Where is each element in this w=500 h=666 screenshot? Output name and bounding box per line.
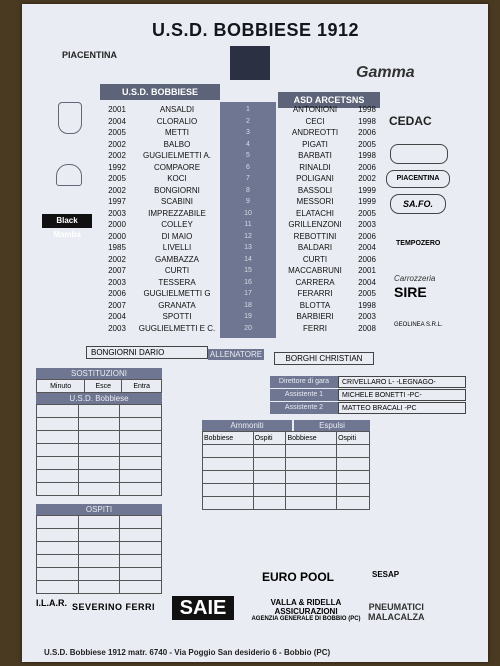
away-player-name: ANDREOTTI (291, 128, 339, 137)
home-player-name: GAMBAZZA (154, 254, 199, 264)
crown-icon (56, 164, 82, 186)
home-player-year: 2003 (108, 277, 126, 287)
shirt-number: 20 (244, 324, 252, 332)
away-player-name: BARBIERI (296, 312, 334, 321)
empty-cell[interactable] (37, 418, 79, 431)
carrozzeria-label: Carrozzeria (394, 274, 436, 283)
away-player-name: BARBATI (298, 151, 332, 160)
empty-cell[interactable] (120, 431, 162, 444)
red-home-header: Bobbiese (286, 432, 337, 445)
col-esce: Esce (85, 380, 122, 393)
shirt-number: 19 (244, 313, 252, 320)
empty-cell[interactable] (286, 458, 337, 471)
empty-cell[interactable] (37, 431, 79, 444)
shirt-number: 15 (244, 267, 252, 274)
home-player-name: LIVELLI (162, 243, 192, 252)
away-player-year: 2006 (358, 254, 376, 264)
empty-cell[interactable] (120, 418, 162, 431)
away-player-year: 2003 (358, 312, 376, 321)
substitutions-block (36, 368, 162, 594)
away-player-year: 2008 (358, 323, 376, 333)
cards-table (202, 431, 370, 510)
away-player-name: MACCABRUNI (288, 266, 342, 275)
empty-cell[interactable] (37, 444, 79, 457)
home-player-year: 2007 (108, 300, 126, 310)
empty-cell[interactable] (253, 471, 286, 484)
table-row (37, 581, 162, 594)
valla-assicurazioni: ASSICURAZIONI (274, 607, 338, 616)
empty-cell[interactable] (253, 445, 286, 458)
home-player-name: DI MAIO (161, 231, 193, 241)
shirt-number: 1 (246, 106, 250, 113)
away-player-year: 2005 (358, 208, 376, 218)
home-player-name: BONGIORNI (154, 185, 200, 195)
empty-cell[interactable] (78, 568, 120, 581)
table-row (203, 497, 370, 510)
home-player-year: 1997 (108, 197, 126, 206)
shirt-number: 17 (244, 290, 252, 297)
cedac-logo: CEDAC (389, 114, 432, 128)
home-player-year: 2002 (108, 254, 126, 264)
home-player-year: 2003 (108, 323, 126, 333)
table-row (37, 444, 162, 457)
empty-cell[interactable] (337, 497, 370, 510)
home-player-name: TESSERA (158, 277, 196, 287)
page-title: U.S.D. BOBBIESE 1912 (152, 20, 360, 40)
empty-cell[interactable] (203, 445, 254, 458)
home-player-year: 2005 (108, 128, 126, 137)
home-player-name: GUGLIELMETTI G (143, 289, 211, 298)
red-away-header: Ospiti (337, 432, 370, 445)
table-row (37, 555, 162, 568)
empty-cell[interactable] (78, 581, 120, 594)
severino-logo: SEVERINO FERRI (72, 602, 156, 612)
officials-block (270, 376, 466, 414)
home-player-year: 2000 (108, 231, 126, 241)
table-row (203, 484, 370, 497)
empty-cell[interactable] (37, 516, 79, 529)
away-player-name: FERARRI (297, 289, 333, 298)
empty-cell[interactable] (253, 484, 286, 497)
valla-name: VALLA & RIDELLA (270, 598, 342, 607)
substitutions-title: SOSTITUZIONI (36, 368, 162, 379)
shirt-number: 9 (246, 198, 250, 205)
pneumatici-label: PNEUMATICI (368, 602, 424, 612)
away-player-year: 1999 (358, 197, 376, 206)
home-player-name: CURTI (164, 266, 190, 275)
away-player-year: 2006 (358, 128, 376, 137)
empty-cell[interactable] (37, 542, 79, 555)
home-player-year: 2005 (108, 174, 126, 183)
empty-cell[interactable] (203, 458, 254, 471)
away-player-year: 2006 (358, 231, 376, 241)
home-player-name: IMPREZZABILE (148, 208, 206, 218)
empty-cell[interactable] (120, 457, 162, 470)
subs-header (36, 379, 162, 393)
geolinea-logo: GEOLINEA S.R.L. (394, 322, 443, 328)
empty-cell[interactable] (253, 497, 286, 510)
away-coach: BORGHI CHRISTIAN (274, 352, 374, 365)
col-minuto: Minuto (37, 380, 85, 393)
home-player-name: BALBO (163, 139, 191, 149)
away-player-name: CARRERA (295, 277, 335, 287)
empty-cell[interactable] (337, 458, 370, 471)
home-player-name: GUGLIELMETTI E C. (138, 323, 216, 333)
shirt-number: 16 (244, 278, 252, 286)
home-player-name: GRANATA (158, 300, 196, 310)
empty-cell[interactable] (37, 568, 79, 581)
empty-cell[interactable] (120, 555, 162, 568)
empty-cell[interactable] (120, 470, 162, 483)
sponsor-badge-icon (390, 144, 448, 164)
home-player-name: COLLEY (161, 220, 193, 229)
subs-home-label: U.S.D. Bobbiese (36, 393, 162, 404)
empty-cell[interactable] (78, 418, 120, 431)
empty-cell[interactable] (203, 497, 254, 510)
shirt-number: 12 (244, 232, 252, 240)
empty-cell[interactable] (37, 483, 79, 496)
table-row (37, 405, 162, 418)
empty-cell[interactable] (78, 470, 120, 483)
empty-cell[interactable] (78, 542, 120, 555)
tempozero-logo: TEMPOZERO (396, 240, 441, 247)
empty-cell[interactable] (120, 405, 162, 418)
home-player-year: 2000 (108, 220, 126, 229)
assistant1-name: MICHELE BONETTI -PC- (338, 389, 466, 401)
home-player-year: 2002 (108, 139, 126, 149)
away-player-name: REBOTTINI (293, 231, 337, 241)
table-row (37, 418, 162, 431)
shirt-number: 10 (244, 209, 252, 217)
piacentina-logo: PIACENTINA (62, 50, 118, 60)
table-row (37, 470, 162, 483)
away-player-year: 1998 (358, 116, 376, 126)
shirt-number: 14 (244, 255, 252, 263)
pneumatici-logo (368, 602, 425, 622)
yellow-away-header: Ospiti (253, 432, 286, 445)
home-coach: BONGIORNI DARIO (86, 346, 208, 359)
home-player-year: 2006 (108, 289, 126, 298)
saie-logo: SAIE (172, 596, 234, 620)
home-player-year: 2001 (108, 105, 126, 114)
home-player-name: SCABINI (160, 197, 193, 206)
empty-cell[interactable] (337, 471, 370, 484)
shirt-number: 11 (244, 221, 252, 228)
yellow-home-header: Bobbiese (203, 432, 254, 445)
empty-cell[interactable] (203, 471, 254, 484)
away-player-name: BLOTTA (299, 300, 331, 310)
table-row (37, 542, 162, 555)
assistant2-name: MATTEO BRACALI -PC (338, 402, 466, 414)
empty-cell[interactable] (78, 431, 120, 444)
crest-icon (58, 102, 82, 134)
europool-logo: EURO POOL (262, 570, 335, 584)
home-player-name: SPOTTI (162, 312, 192, 321)
table-row (37, 529, 162, 542)
empty-cell[interactable] (120, 581, 162, 594)
home-player-name: ANSALDI (159, 105, 195, 114)
home-player-name: METTI (165, 128, 189, 137)
shirt-number: 5 (246, 152, 250, 159)
shirt-number: 18 (244, 301, 252, 309)
away-player-name: BASSOLI (297, 185, 333, 195)
away-player-name: POLIGANI (296, 174, 334, 183)
empty-cell[interactable] (37, 529, 79, 542)
empty-cell[interactable] (120, 483, 162, 496)
empty-cell[interactable] (37, 581, 79, 594)
table-row (203, 445, 370, 458)
away-player-name: MESSORI (296, 197, 334, 206)
empty-cell[interactable] (203, 484, 254, 497)
ilar-logo: I.L.A.R. (36, 598, 67, 608)
sesap-logo: SESAP (372, 570, 400, 579)
match-sheet (22, 4, 488, 662)
home-team-header: U.S.D. BOBBIESE (100, 84, 220, 100)
empty-cell[interactable] (37, 555, 79, 568)
cards-block (202, 420, 370, 510)
home-player-name: COMPAORE (153, 162, 201, 172)
away-player-year: 2005 (358, 289, 376, 298)
empty-cell[interactable] (78, 529, 120, 542)
home-player-year: 2003 (108, 208, 126, 218)
away-player-year: 2006 (358, 162, 376, 172)
shirt-number: 8 (246, 186, 250, 194)
away-player-name: GRILLENZONI (288, 220, 342, 229)
empty-cell[interactable] (78, 405, 120, 418)
coach-label: ALLENATORE (209, 350, 263, 359)
gamma-logo: Gamma (356, 64, 415, 81)
away-player-name: CECI (305, 116, 325, 126)
empty-cell[interactable] (120, 516, 162, 529)
away-player-year: 1998 (358, 300, 376, 310)
rosters (100, 102, 382, 338)
away-player-year: 2004 (358, 277, 376, 287)
away-player-year: 2003 (358, 220, 376, 229)
away-player-year: 2001 (358, 266, 376, 275)
sire-logo: SIRE (394, 284, 427, 300)
valla-logo (246, 598, 366, 622)
shirt-number: 6 (246, 163, 250, 171)
away-player-name: BALDARI (297, 243, 333, 252)
empty-cell[interactable] (286, 497, 337, 510)
empty-cell[interactable] (253, 458, 286, 471)
valla-agenzia: AGENZIA GENERALE DI BOBBIO (PC) (251, 616, 361, 622)
subs-away-label: OSPITI (36, 504, 162, 515)
table-row (37, 516, 162, 529)
home-player-year: 1985 (108, 243, 126, 252)
red-cards-label: Espulsi (294, 420, 370, 431)
home-player-year: 2007 (108, 266, 126, 275)
shirt-number: 7 (246, 175, 250, 182)
away-player-name: PIGATI (302, 139, 328, 149)
director-label: Direttore di gara (270, 376, 338, 388)
empty-cell[interactable] (120, 568, 162, 581)
empty-cell[interactable] (120, 529, 162, 542)
empty-cell[interactable] (37, 457, 79, 470)
empty-cell[interactable] (78, 444, 120, 457)
table-row (37, 568, 162, 581)
home-player-year: 2004 (108, 312, 126, 321)
home-player-name: GUGLIELMETTI A. (142, 151, 211, 160)
away-player-year: 1998 (358, 151, 376, 160)
table-row (203, 471, 370, 484)
empty-cell[interactable] (337, 445, 370, 458)
empty-cell[interactable] (78, 483, 120, 496)
assistant1-label: Assistente 1 (270, 389, 338, 401)
away-player-name: ELATACHI (296, 208, 334, 218)
assistant2-label: Assistente 2 (270, 402, 338, 414)
director-name: CRIVELLARO L- -LEGNAGO- (338, 376, 466, 388)
empty-cell[interactable] (286, 471, 337, 484)
subs-away-table (36, 515, 162, 594)
away-player-name: CURTI (302, 254, 328, 264)
shirt-number: 4 (246, 140, 250, 148)
away-team-header: ASD ARCETSNS (278, 92, 380, 108)
empty-cell[interactable] (120, 542, 162, 555)
home-player-year: 2004 (108, 116, 126, 126)
empty-cell[interactable] (78, 555, 120, 568)
empty-cell[interactable] (286, 445, 337, 458)
subs-home-table (36, 404, 162, 496)
empty-cell[interactable] (37, 405, 79, 418)
table-row (37, 431, 162, 444)
col-entra: Entra (122, 380, 162, 393)
home-player-year: 2002 (108, 151, 126, 160)
yellow-cards-label: Ammoniti (202, 420, 292, 431)
table-row (37, 457, 162, 470)
home-player-name: KOCI (167, 174, 187, 183)
away-player-year: 2002 (358, 174, 376, 183)
safo-logo: SA.FO. (390, 194, 446, 214)
home-player-year: 1992 (108, 162, 126, 172)
empty-cell[interactable] (337, 484, 370, 497)
empty-cell[interactable] (120, 444, 162, 457)
away-player-year: 1998 (358, 105, 376, 114)
shirt-number: 13 (244, 244, 252, 251)
away-player-name: RINALDI (299, 162, 331, 172)
away-player-year: 2005 (358, 139, 376, 149)
black-mamba-logo: Black Mamba (42, 214, 92, 228)
away-player-name: FERRI (303, 323, 327, 333)
shirt-number: 2 (246, 117, 250, 125)
empty-cell[interactable] (78, 457, 120, 470)
footer-address: U.S.D. Bobbiese 1912 matr. 6740 - Via Poggio San desiderio 6 - Bobbio (PC) (44, 648, 331, 657)
home-player-year: 2002 (108, 185, 126, 195)
table-row (37, 483, 162, 496)
empty-cell[interactable] (37, 470, 79, 483)
away-player-name: ANTONIONI (292, 105, 338, 114)
piacentina-badge: PIACENTINA (386, 170, 450, 188)
away-player-year: 1999 (358, 185, 376, 195)
away-player-year: 2004 (358, 243, 376, 252)
club-badge-icon (230, 46, 270, 80)
malacalza-label: MALACALZA (368, 612, 425, 622)
table-row (203, 458, 370, 471)
shirt-number: 3 (246, 129, 250, 136)
empty-cell[interactable] (78, 516, 120, 529)
home-player-name: CLORALIO (156, 116, 198, 126)
empty-cell[interactable] (286, 484, 337, 497)
